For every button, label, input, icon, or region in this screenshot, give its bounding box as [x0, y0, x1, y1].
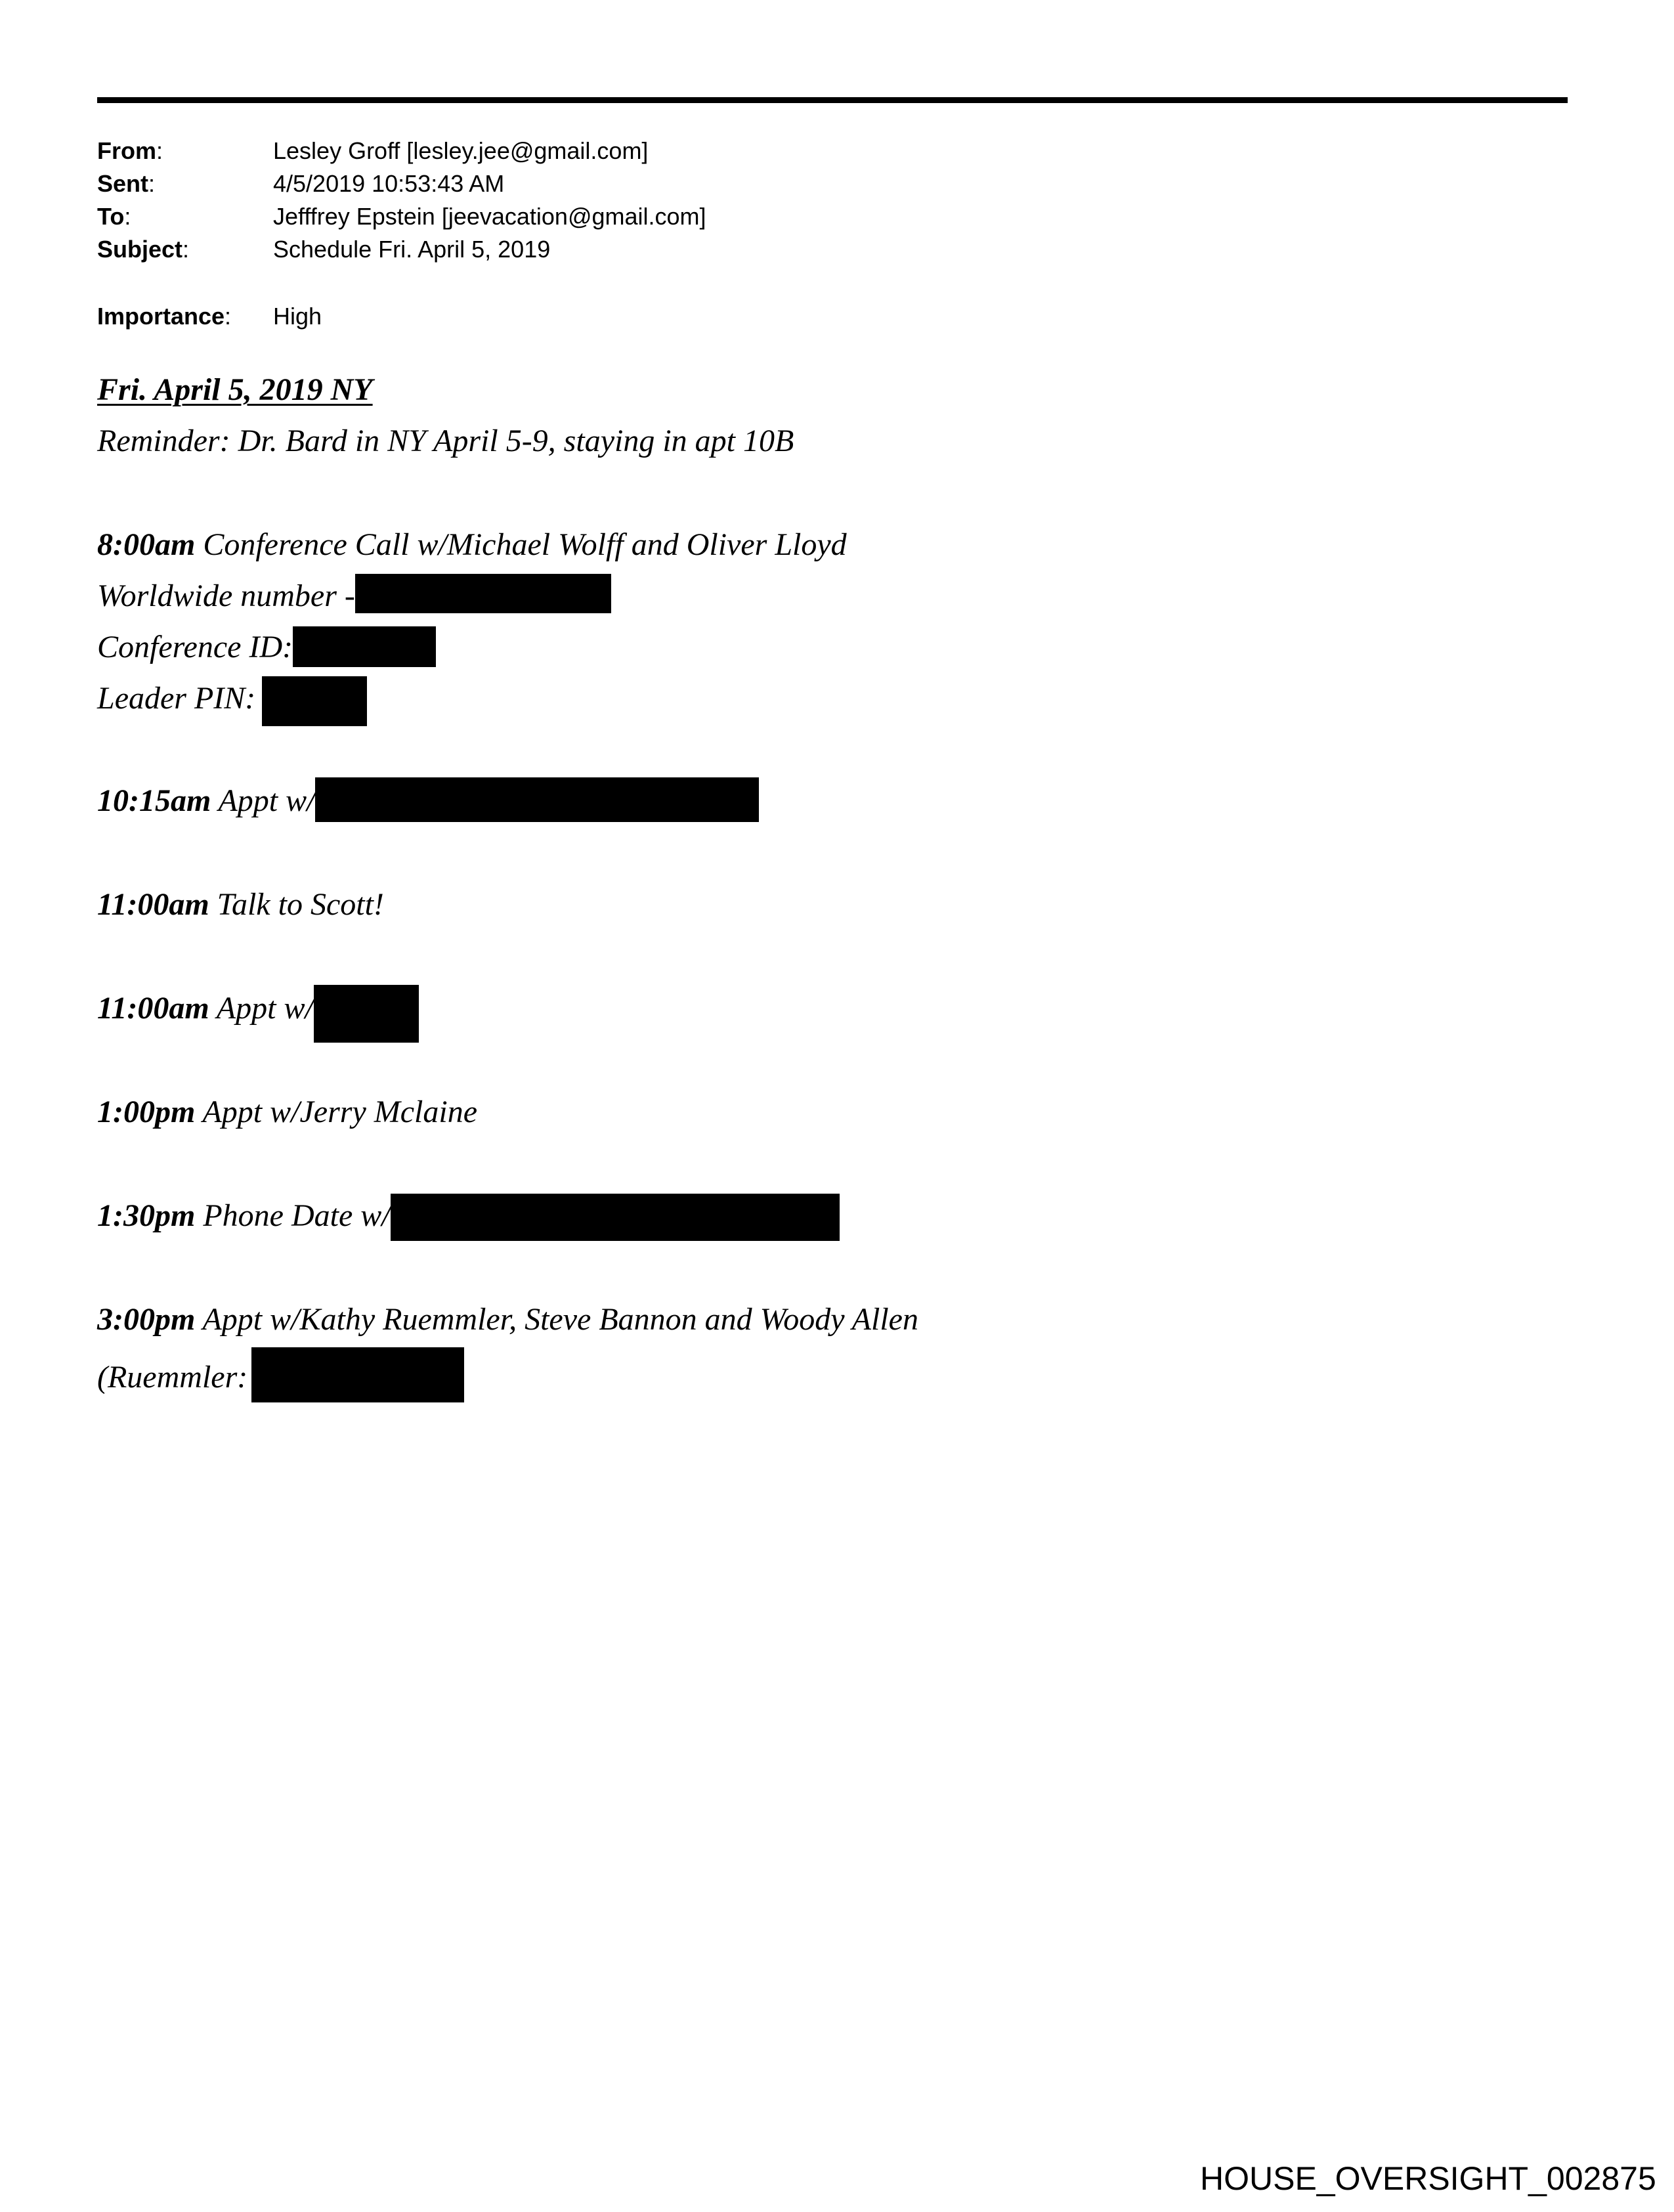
- importance-label: Importance: [97, 303, 225, 330]
- conference-id-line: [97, 629, 436, 667]
- redaction-block: [315, 777, 759, 822]
- from-value: Lesley Groff [lesley.jee@gmail.com]: [273, 137, 649, 164]
- reminder-line: Reminder: Dr. Bard in NY April 5-9, staying in apt 10B: [97, 423, 794, 458]
- bates-number: HOUSE_OVERSIGHT_002875: [1200, 2160, 1656, 2197]
- redaction-block: [262, 676, 367, 726]
- subject-colon: :: [182, 236, 190, 263]
- subject-label: Subject: [97, 236, 183, 263]
- entry-time: 1:30pm: [97, 1198, 196, 1233]
- redaction-block: [314, 985, 419, 1043]
- date-heading: Fri. April 5, 2019 NY: [97, 372, 373, 407]
- subject-value: Schedule Fri. April 5, 2019: [273, 236, 551, 263]
- redaction-block: [251, 1347, 464, 1402]
- importance-value: High: [273, 303, 322, 330]
- redaction-block: [355, 574, 611, 613]
- schedule-entry: [97, 783, 759, 822]
- schedule-entry: [97, 1301, 918, 1338]
- redaction-block: [293, 626, 436, 667]
- entry-time: 10:15am: [97, 783, 211, 818]
- schedule-entry: [97, 527, 847, 563]
- to-label: To: [97, 203, 125, 230]
- header-rule: [97, 97, 1568, 103]
- sent-label: Sent: [97, 170, 149, 197]
- schedule-entry: [97, 1198, 840, 1241]
- worldwide-label: Worldwide number -: [97, 578, 355, 613]
- entry-time: 8:00am: [97, 527, 196, 562]
- entry-time: 11:00am: [97, 991, 209, 1026]
- leader-pin-label: Leader PIN:: [97, 681, 256, 716]
- entry-text: Appt w/Kathy Ruemmler, Steve Bannon and Woody Allen: [195, 1302, 918, 1337]
- from-label: From: [97, 137, 156, 164]
- conference-id-label: Conference ID:: [97, 630, 293, 664]
- entry-text: Conference Call w/Michael Wolff and Oliver Lloyd: [195, 527, 847, 562]
- entry-time: 11:00am: [97, 887, 209, 922]
- entry-text: Talk to Scott!: [209, 887, 384, 922]
- entry-text: Appt w/: [209, 991, 314, 1026]
- entry-text: Appt w/Jerry Mclaine: [195, 1095, 478, 1129]
- from-colon: :: [156, 137, 163, 164]
- entry-time: 1:00pm: [97, 1095, 196, 1129]
- schedule-entry: [97, 886, 384, 923]
- to-value: Jefffrey Epstein [jeevacation@gmail.com]: [273, 203, 706, 230]
- importance-colon: :: [225, 303, 232, 330]
- ruemmler-line: [97, 1359, 464, 1402]
- ruemmler-label: (Ruemmler:: [97, 1360, 248, 1395]
- entry-time: 3:00pm: [97, 1302, 196, 1337]
- worldwide-number-line: [97, 578, 611, 615]
- entry-text: Phone Date w/: [195, 1198, 391, 1233]
- redaction-block: [391, 1194, 840, 1241]
- sent-colon: :: [148, 170, 156, 197]
- entry-text: Appt w/: [211, 783, 316, 818]
- to-colon: :: [124, 203, 131, 230]
- schedule-entry: [97, 1094, 477, 1131]
- leader-pin-line: [97, 680, 367, 726]
- schedule-entry: [97, 990, 419, 1043]
- sent-value: 4/5/2019 10:53:43 AM: [273, 170, 505, 197]
